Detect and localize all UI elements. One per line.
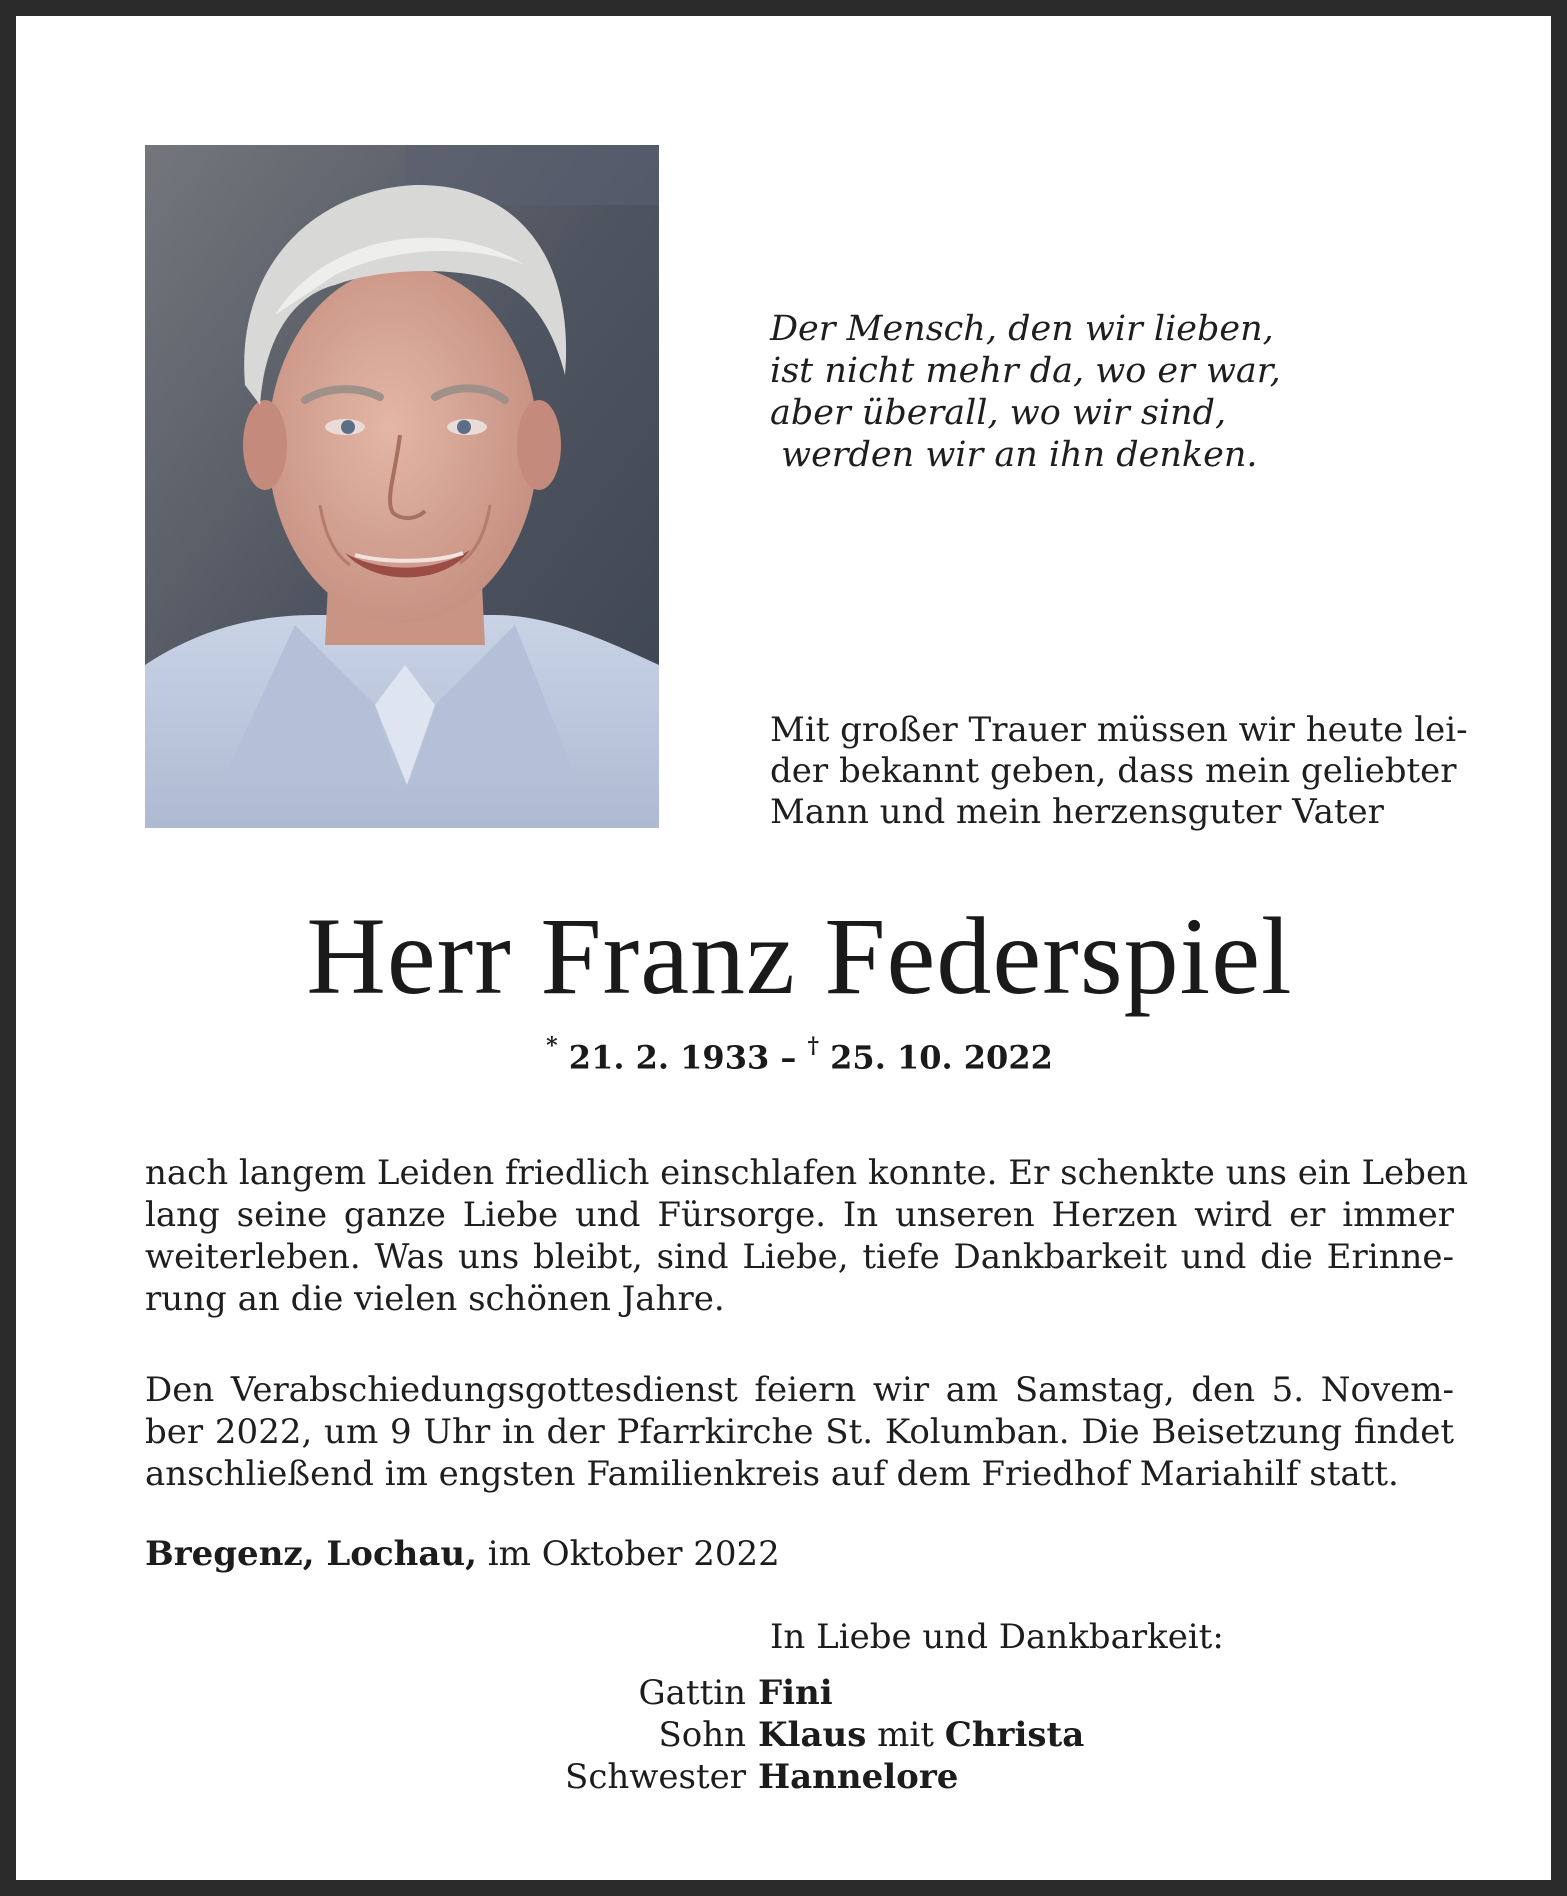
poem-line: werden wir an ihn denken. [770,435,1258,475]
family-relation: Gattin [638,1673,746,1713]
closing-phrase: In Liebe und Dankbarkeit: [770,1617,1224,1657]
family-relation: Sohn [658,1715,746,1755]
place-and-date [145,1533,780,1575]
date: im Oktober 2022 [476,1534,780,1574]
paragraph-line: weiterleben. Was uns bleibt, sind Liebe, tiefe Dankbarkeit und die Erinne- [145,1237,1454,1277]
family-partner: Christa [944,1715,1085,1755]
intro-line: der bekannt geben, dass mein geliebter [770,751,1457,791]
family-name: Hannelore [758,1757,959,1797]
memorial-poem [770,308,1470,476]
family-list [436,1672,1236,1798]
paragraph-line: ber 2022, um 9 Uhr in der Pfarrkirche St. Kolumban. Die Beisetzung findet [145,1412,1454,1452]
portrait-photo [145,145,659,828]
poem-line: Der Mensch, den wir lieben, [770,309,1274,349]
family-connector: mit [866,1715,945,1755]
deceased-name: Herr Franz Federspiel [306,895,1293,1017]
family-name: Klaus [758,1715,867,1755]
portrait-image [145,145,659,828]
date-separator: – [769,1038,808,1077]
paragraph-line: anschließend im engsten Familienkreis auf dem Friedhof Mariahilf statt. [145,1454,1399,1494]
poem-line: ist nicht mehr da, wo er war, [770,351,1281,391]
paragraph-line: nach langem Leiden friedlich einschlafen konnte. Er schenkte uns ein Leben [145,1153,1468,1193]
place: Bregenz, Lochau, [145,1534,477,1574]
death-date: 25. 10. 2022 [830,1038,1053,1077]
intro-text [770,710,1470,833]
paragraph-line: lang seine ganze Liebe und Fürsorge. In unseren Herzen wird er immer [145,1195,1454,1235]
intro-line: Mann und mein herzensguter Vater [770,792,1384,832]
birth-symbol: * [546,1033,558,1059]
family-row [436,1672,1236,1714]
family-relation: Schwester [565,1757,746,1797]
main-paragraph [145,1152,1468,1320]
family-name: Fini [758,1673,833,1713]
life-dates [145,1026,1454,1082]
intro-line: Mit großer Trauer müssen wir heute lei- [770,710,1468,750]
poem-line: aber überall, wo wir sind, [770,393,1227,433]
paragraph-line: Den Verabschiedungsgottesdienst feiern wir am Samstag, den 5. Novem- [145,1370,1454,1410]
family-member [758,1756,958,1798]
paragraph-line: rung an die vielen schönen Jahre. [145,1279,725,1319]
death-symbol: † [807,1033,820,1059]
family-row [436,1756,1236,1798]
birth-date: 21. 2. 1933 [568,1038,770,1077]
family-row [436,1714,1236,1756]
family-member [758,1714,1084,1756]
service-paragraph [145,1369,1454,1495]
family-member [758,1672,833,1714]
